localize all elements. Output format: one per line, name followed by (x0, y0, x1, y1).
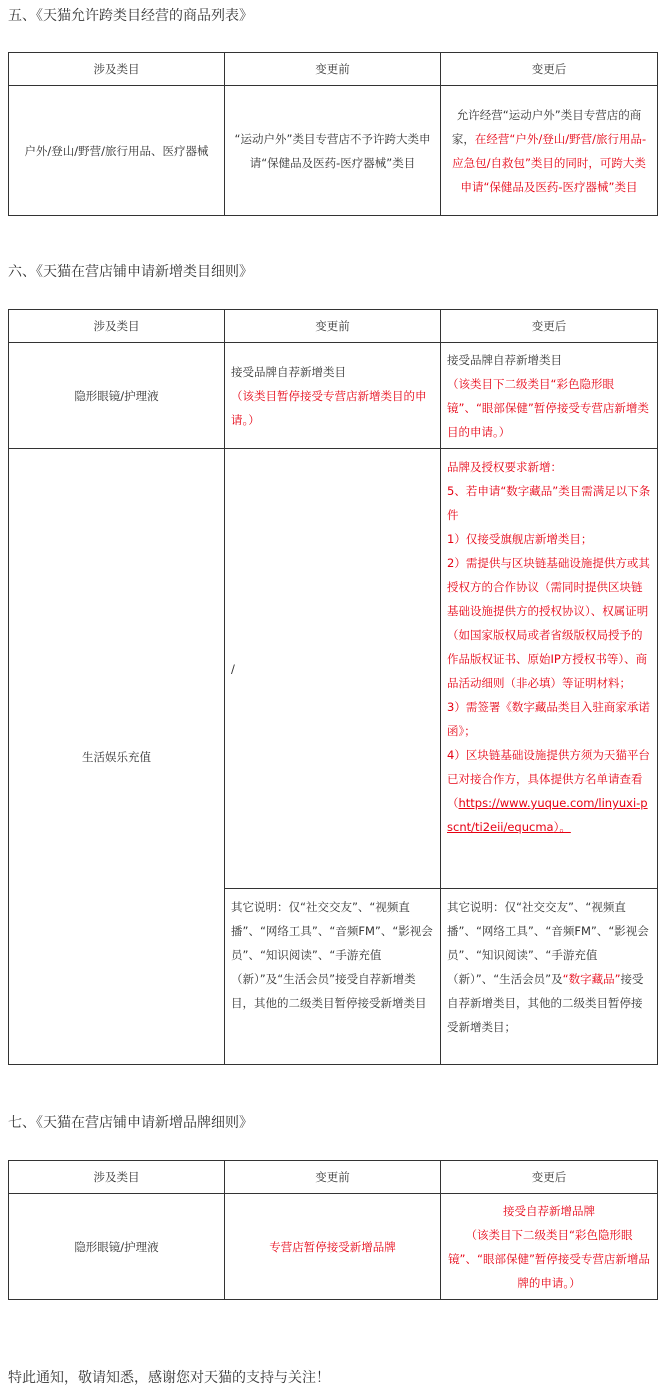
after-link-line (447, 791, 651, 839)
after-text: 接受自荐新增品牌 (503, 1203, 595, 1218)
category-cell: 生活娱乐充值 (9, 449, 225, 1065)
after-text: 其它说明：仅“社交交友”、“视频直播”、“网络工具”、“音频FM”、“影视会员”、“知识阅读”、“手游充值（新）”、“生活会员”及 (447, 900, 649, 986)
before-cell: “运动户外”类目专营店不予许跨大类申请“保健品及医药-医疗器械”类目 (225, 86, 441, 216)
header-category: 涉及类目 (9, 53, 225, 86)
table-row (9, 343, 658, 449)
after-text-tail: 接受自荐新增类目，其他的二级类目暂停接受新增类目； (447, 972, 644, 1034)
closing-notice: 特此通知，敬请知悉，感谢您对天猫的支持与关注！ (8, 1370, 330, 1386)
after-text: 接受品牌自荐新增类目 (447, 352, 562, 367)
before-cell: / (225, 449, 441, 889)
after-line: 3）需签署《数字藏品类目入驻商家承诺函》； (447, 700, 650, 738)
category-cell: 户外/登山/野营/旅行用品、医疗器械 (9, 86, 225, 216)
header-before: 变更前 (225, 53, 441, 86)
before-highlight-text: （该类目暂停接受专营店新增类目的申请。） (231, 388, 427, 427)
section-6-title: 六、《天猫在营店铺申请新增类目细则》 (8, 264, 253, 280)
after-cell (441, 343, 658, 449)
before-cell: 其它说明：仅“社交交友”、“视频直播”、“网络工具”、“音频FM”、“影视会员”、“知识阅读”、“手游充值（新）”及“生活会员”接受自荐新增类目，其他的二级类目暂停接受新增类目 (225, 889, 441, 1065)
after-line: 4）区块链基础设施提供方须为天猫平台已对接合作方，具体提供方名单请查看 (447, 748, 650, 786)
header-before: 变更前 (225, 1161, 441, 1194)
category-cell: 隐形眼镜/护理液 (9, 343, 225, 449)
header-before: 变更前 (225, 310, 441, 343)
category-cell: 隐形眼镜/护理液 (9, 1194, 225, 1300)
header-category: 涉及类目 (9, 310, 225, 343)
section-5-table (8, 52, 658, 216)
table-row (9, 1194, 658, 1300)
section-5-title: 五、《天猫允许跨类目经营的商品列表》 (8, 8, 253, 24)
before-text: 接受品牌自荐新增类目 (231, 364, 346, 379)
after-highlight-text: （该类目下二级类目“彩色隐形眼镜”、“眼部保健”暂停接受专营店新增品牌的申请。） (448, 1227, 650, 1290)
header-after: 变更后 (441, 53, 658, 86)
link-suffix: ）。 (553, 820, 571, 834)
after-text: 允许经营“运动户外”类目专营店的商家， (451, 107, 642, 146)
before-cell: 专营店暂停接受新增品牌 (225, 1194, 441, 1300)
table-row (9, 86, 658, 216)
header-category: 涉及类目 (9, 1161, 225, 1194)
table-row (9, 449, 658, 889)
after-cell (441, 889, 658, 1065)
after-highlight-text: （该类目下二级类目“彩色隐形眼镜”、“眼部保健”暂停接受专营店新增类目的申请。） (447, 376, 649, 439)
section-7-title: 七、《天猫在营店铺申请新增品牌细则》 (8, 1115, 253, 1131)
header-after: 变更后 (441, 310, 658, 343)
section-6-table (8, 309, 658, 1065)
after-line: 1）仅接受旗舰店新增类目； (447, 532, 593, 546)
after-line: 2）需提供与区块链基础设施提供方或其授权方的合作协议（需同时提供区块链基础设施提供方的授权协议）、权属证明（如国家版权局或者省级版权局授予的作品版权证书、原始IP方授权书等）、商品活动细则（非必填）等证明材料； (447, 556, 650, 690)
table-header-row (9, 310, 658, 343)
link-prefix: （ (447, 796, 459, 810)
after-line: 品牌及授权要求新增： (447, 460, 562, 474)
after-cell (441, 449, 658, 889)
yuque-link[interactable]: https://www.yuque.com/linyuxi-pscnt/ti2eii/equcma (447, 796, 648, 834)
after-highlight-text: “数字藏品” (562, 972, 621, 986)
after-cell (441, 86, 658, 216)
header-after: 变更后 (441, 1161, 658, 1194)
after-line: 5、若申请“数字藏品”类目需满足以下条件 (447, 484, 651, 522)
after-highlight-text: 在经营“户外/登山/野营/旅行用品-应急包/自救包”类目的同时，可跨大类申请“保健品及医药-医疗器械”类目 (452, 131, 647, 194)
after-cell (441, 1194, 658, 1300)
table-header-row (9, 1161, 658, 1194)
before-cell (225, 343, 441, 449)
section-7-table (8, 1160, 658, 1300)
table-header-row (9, 53, 658, 86)
